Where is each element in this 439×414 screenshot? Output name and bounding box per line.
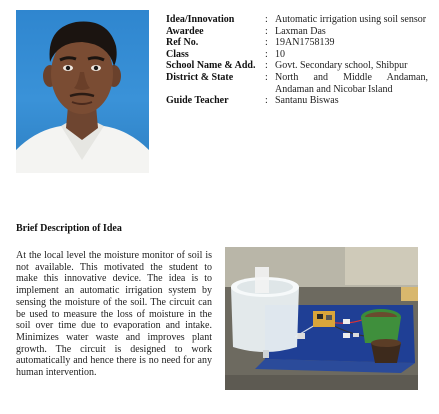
field-value-district: North and Middle Andaman, Andaman and Nicobar Island <box>275 71 428 95</box>
profile-details <box>166 14 428 107</box>
field-separator: : <box>265 60 268 72</box>
profile-row-awardee <box>166 26 428 38</box>
field-label-idea: Idea/Innovation <box>166 14 235 25</box>
field-separator: : <box>265 95 268 107</box>
field-label-ref-no: Ref No. <box>166 37 199 49</box>
field-value-ref-no: 19AN1758139 <box>275 37 335 49</box>
field-separator: : <box>265 25 268 37</box>
description-text: At the local level the moisture monitor of soil is not available. This motivated the student to make this innovative device. The idea is to implement an automatic irrigation system by sensing the moisture of the soil. The circuit can be used to measure the loss of moisture in the soil over time due to evaporation and intake. Minimizes water waste and improves plant growth. The circuit is designed to work automatically and hence there is no need for any human intervention. <box>16 250 212 379</box>
profile-row-district <box>166 72 428 95</box>
profile-row-class <box>166 49 428 61</box>
profile-row-school <box>166 60 428 72</box>
profile-row-ref-no <box>166 37 428 49</box>
field-value-guide-teacher: Santanu Biswas <box>275 95 339 107</box>
field-separator: : <box>265 14 268 25</box>
field-value-idea: Automatic irrigation using soil sensor <box>275 14 427 25</box>
field-label-awardee: Awardee <box>166 25 204 37</box>
awardee-photo <box>16 10 149 173</box>
field-value-awardee: Laxman Das <box>275 25 326 37</box>
field-label-guide-teacher: Guide Teacher <box>166 95 229 107</box>
field-value-class: 10 <box>275 48 285 60</box>
field-label-district: District & State <box>166 71 234 83</box>
field-separator: : <box>265 71 268 83</box>
section-title: Brief Description of Idea <box>16 223 122 234</box>
field-separator: : <box>265 48 268 60</box>
profile-row-idea <box>166 14 428 26</box>
field-separator: : <box>265 37 268 49</box>
profile-row-guide-teacher <box>166 95 428 107</box>
irrigation-device-illustration <box>225 247 418 390</box>
field-value-school: Govt. Secondary school, Shibpur <box>275 60 408 72</box>
project-photo <box>225 247 418 390</box>
field-label-class: Class <box>166 48 189 60</box>
field-label-school: School Name & Add. <box>166 60 256 72</box>
student-portrait-illustration <box>16 10 149 173</box>
